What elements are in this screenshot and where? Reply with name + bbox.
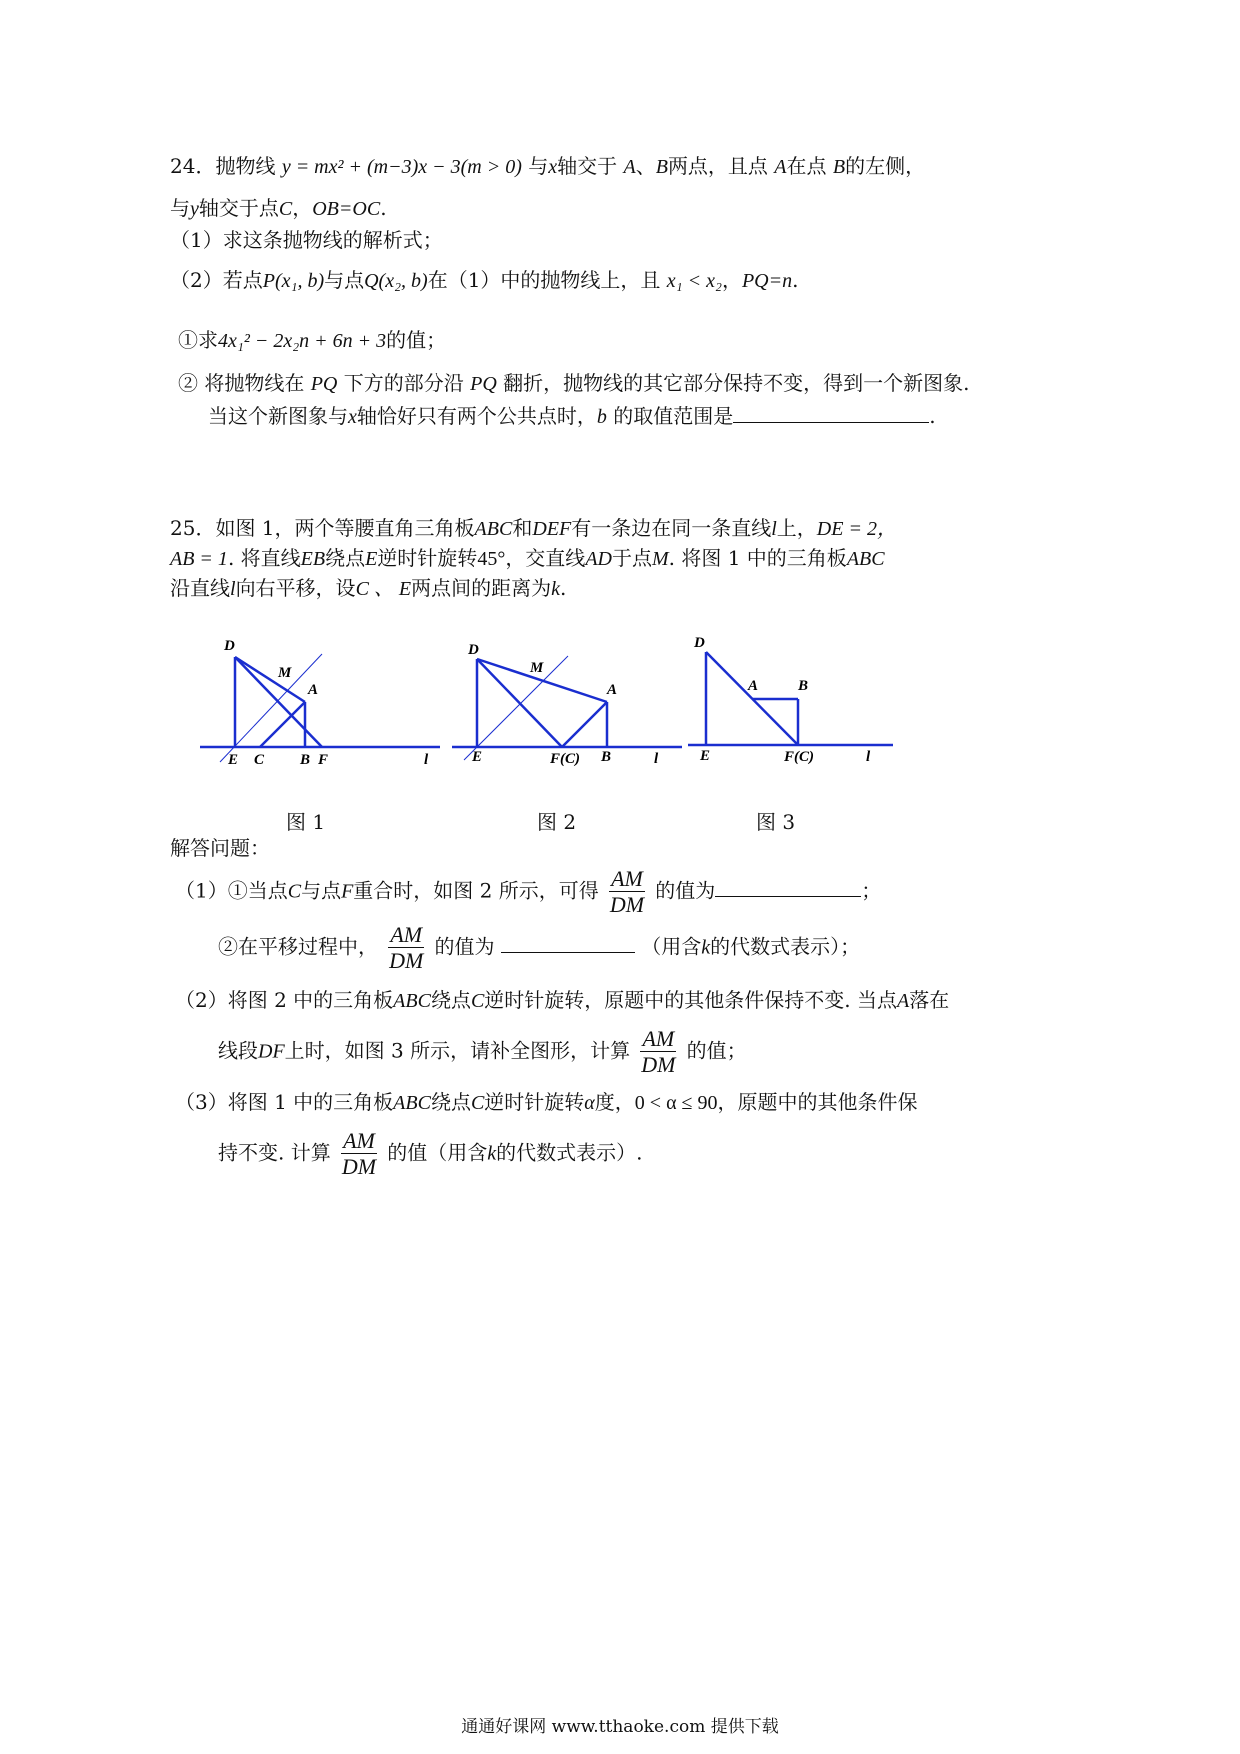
svg-text:A: A bbox=[607, 682, 618, 698]
q25-line1: 25．如图 1，两个等腰直角三角板ABC和DEF有一条边在同一条直线l上，DE = 2， bbox=[170, 516, 897, 540]
svg-text:A: A bbox=[308, 682, 319, 698]
caption-figure-1: 图 1 bbox=[286, 810, 326, 834]
q25-part2-line2: 线段DF上时，如图 3 所示，请补全图形，计算 $\frac{AM}{DM}$ 的值； bbox=[218, 1026, 747, 1078]
q25-sub1-2: ②在平移过程中， $\frac{AM}{DM}$ 的值为 （用含k的代数式表示）； bbox=[218, 922, 861, 974]
segment-ca bbox=[260, 702, 305, 747]
svg-text:F(C): F(C) bbox=[784, 749, 814, 765]
q24-line1: 24．抛物线 y = mx² + (m−3)x − 3(m > 0) 与x轴交于 A、B两点，且点 A在点 B的左侧， bbox=[170, 154, 926, 178]
q25-sub1-1: （1）①当点C与点F重合时，如图 2 所示，可得 $\frac{AM}{DM}$ 的值为 ； bbox=[175, 866, 882, 918]
footer: 通通好课网 www.tthaoke.com 提供下载 bbox=[461, 1717, 779, 1737]
svg-text:l: l bbox=[654, 751, 659, 767]
figure-1 bbox=[200, 632, 450, 772]
q25-part2-line1: （2）将图 2 中的三角板ABC绕点C逆时针旋转，原题中的其他条件保持不变. 当点A落在 bbox=[175, 988, 950, 1012]
answer-blank bbox=[715, 878, 861, 897]
solve-heading: 解答问题： bbox=[170, 836, 270, 860]
answer-blank bbox=[501, 934, 635, 953]
fraction-am-dm: $\frac{AM}{DM}$ bbox=[389, 922, 424, 974]
svg-text:F(C): F(C) bbox=[550, 751, 580, 767]
svg-text:D: D bbox=[224, 638, 235, 654]
svg-text:M: M bbox=[278, 665, 292, 681]
q24-sub1: ①求4x₁² − 2x₂n + 6n + 3的值； bbox=[178, 328, 447, 352]
caption-figure-2: 图 2 bbox=[537, 810, 577, 834]
figure-3 bbox=[688, 632, 898, 772]
q25-part3-line2: 持不变. 计算 $\frac{AM}{DM}$ 的值（用含k的代数式表示）. bbox=[218, 1128, 643, 1180]
q24-part1: （1）求这条抛物线的解析式； bbox=[170, 228, 443, 252]
svg-text:B: B bbox=[300, 752, 311, 768]
segment-da bbox=[235, 657, 305, 702]
svg-text:E: E bbox=[700, 748, 711, 764]
answer-blank bbox=[733, 404, 929, 423]
svg-text:l: l bbox=[424, 752, 429, 768]
svg-text:F: F bbox=[318, 752, 329, 768]
svg-text:B: B bbox=[601, 749, 612, 765]
svg-text:E: E bbox=[228, 752, 239, 768]
svg-text:C: C bbox=[254, 752, 265, 768]
q24-part2: （2）若点P(x₁, b)与点Q(x₂, b)在（1）中的抛物线上，且 x₁ < x₂，PQ=n. bbox=[170, 268, 799, 292]
q25-part3-line1: （3）将图 1 中的三角板ABC绕点C逆时针旋转α度，0 < α ≤ 90，原题中的其他条件保 bbox=[175, 1090, 918, 1114]
svg-text:D: D bbox=[468, 642, 479, 658]
fraction-am-dm: $\frac{AM}{DM}$ bbox=[609, 866, 645, 918]
svg-text:A: A bbox=[748, 678, 759, 694]
segment-ca bbox=[562, 702, 607, 747]
q24-line2: 与y轴交于点C，OB=OC. bbox=[170, 196, 387, 220]
q24-sub2-line1: ② 将抛物线在 PQ 下方的部分沿 PQ 翻折，抛物线的其它部分保持不变，得到一个新图象. bbox=[178, 371, 970, 395]
q24-sub2-line2: 当这个新图象与x轴恰好只有两个公共点时，b 的取值范围是 . bbox=[208, 404, 936, 428]
caption-figure-3: 图 3 bbox=[756, 810, 796, 834]
fraction-am-dm: $\frac{AM}{DM}$ bbox=[641, 1026, 676, 1078]
figure-2 bbox=[452, 632, 692, 772]
svg-text:E: E bbox=[472, 749, 483, 765]
svg-text:B: B bbox=[798, 678, 809, 694]
q25-line2: AB = 1. 将直线EB绕点E逆时针旋转45°，交直线AD于点M. 将图 1 中的三角板ABC bbox=[170, 546, 885, 570]
svg-text:M: M bbox=[530, 660, 544, 676]
fraction-am-dm: $\frac{AM}{DM}$ bbox=[341, 1128, 377, 1180]
svg-text:l: l bbox=[866, 749, 871, 765]
q25-line3: 沿直线l向右平移，设C 、 E两点间的距离为k. bbox=[170, 576, 567, 600]
svg-text:D: D bbox=[694, 635, 705, 651]
